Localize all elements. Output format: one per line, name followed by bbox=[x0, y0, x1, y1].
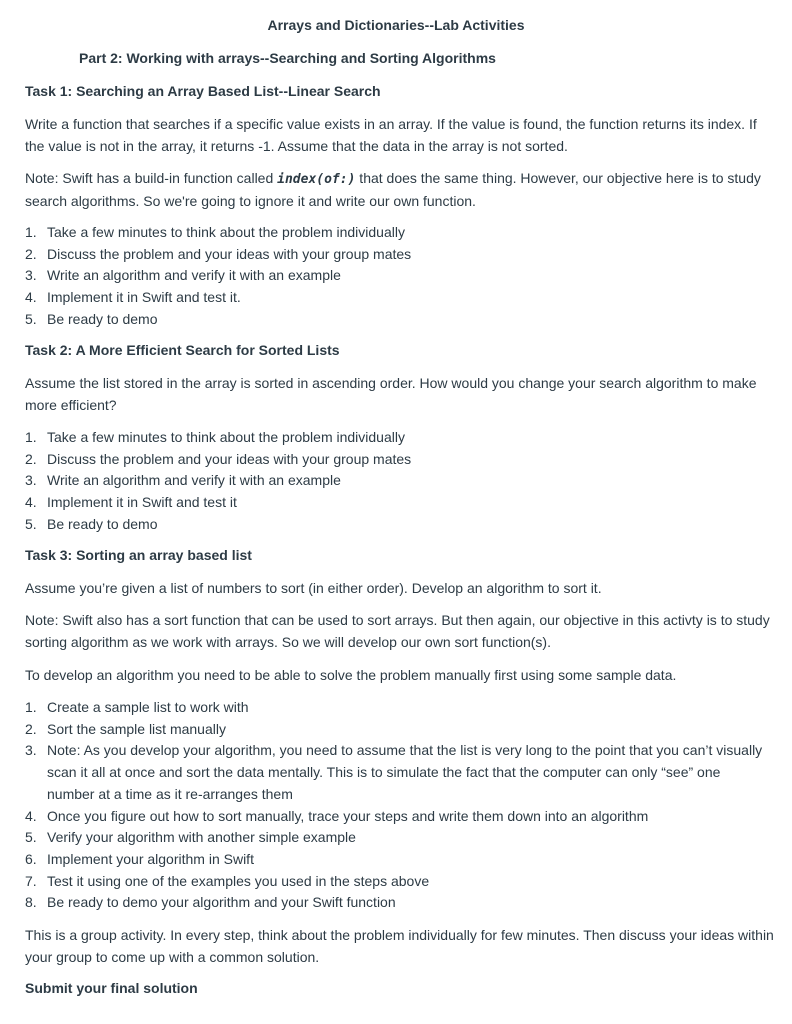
list-item-number: 5. bbox=[25, 310, 37, 327]
list-item-number: 2. bbox=[25, 450, 37, 467]
task1-heading: Task 1: Searching an Array Based List--Linear Search bbox=[25, 83, 381, 99]
task1-note-prefix: Note: Swift has a build-in function called bbox=[25, 170, 278, 186]
list-item-number: 1. bbox=[25, 429, 37, 445]
task1-note bbox=[25, 168, 777, 212]
list-item-text: Implement it in Swift and test it. bbox=[47, 289, 241, 306]
list-item-number: 1. bbox=[25, 224, 37, 240]
task3-note: Note: Swift also has a sort function that can be used to sort arrays. But then again, our objective in this activty is to study sorting algorithm as we work with arrays. So we will develop our own sort function(s). bbox=[25, 612, 770, 650]
task1-note-suffix: that does the same thing. However, our objective here is to study search algorithms. So we're going to ignore it and write our own function. bbox=[25, 170, 761, 209]
list-item-text: Sort the sample list manually bbox=[47, 720, 226, 737]
list-item bbox=[25, 892, 765, 914]
list-item bbox=[25, 740, 765, 805]
list-item bbox=[25, 806, 765, 828]
list-item bbox=[25, 827, 765, 849]
page-title: Arrays and Dictionaries--Lab Activities bbox=[267, 17, 525, 33]
list-item-text: Take a few minutes to think about the problem individually bbox=[47, 429, 405, 445]
task3-steps bbox=[25, 697, 765, 914]
index-of-code: index(of:) bbox=[277, 172, 356, 187]
list-item bbox=[25, 849, 765, 871]
list-item bbox=[25, 871, 765, 893]
list-item bbox=[25, 470, 765, 492]
task3-heading: Task 3: Sorting an array based list bbox=[25, 547, 252, 563]
submit-heading: Submit your final solution bbox=[25, 980, 198, 996]
group-activity-paragraph: This is a group activity. In every step, think about the problem individually for few minutes. Then discuss your ideas within your group to come up with a common solution. bbox=[25, 927, 774, 965]
list-item-number: 4. bbox=[25, 494, 37, 511]
list-item-text: Write an algorithm and verify it with an example bbox=[47, 267, 341, 284]
list-item-text: Once you figure out how to sort manually, trace your steps and write them down into an algorithm bbox=[47, 807, 649, 824]
list-item-text: Verify your algorithm with another simple example bbox=[47, 829, 356, 846]
list-item bbox=[25, 309, 765, 331]
list-item bbox=[25, 514, 765, 536]
list-item-number: 4. bbox=[25, 807, 37, 824]
list-item-number: 6. bbox=[25, 850, 37, 867]
list-item-text: Be ready to demo bbox=[47, 515, 158, 532]
list-item-text: Implement your algorithm in Swift bbox=[47, 850, 254, 867]
list-item-number: 8. bbox=[25, 894, 37, 911]
task2-steps bbox=[25, 427, 765, 536]
list-item-number: 5. bbox=[25, 829, 37, 846]
list-item-text: Be ready to demo your algorithm and your Swift function bbox=[47, 894, 396, 911]
list-item bbox=[25, 265, 765, 287]
list-item bbox=[25, 449, 765, 471]
list-item-text: Implement it in Swift and test it bbox=[47, 494, 237, 511]
list-item-text: Create a sample list to work with bbox=[47, 699, 249, 715]
list-item-number: 3. bbox=[25, 267, 37, 284]
list-item-number: 3. bbox=[25, 472, 37, 489]
list-item-number: 4. bbox=[25, 289, 37, 306]
list-item bbox=[25, 222, 765, 244]
list-item-text: Note: As you develop your algorithm, you need to assume that the list is very long to the point that you can’t visually scan it all at once and sort the data mentally. This is to simulate the fact that the computer can only “see” one number at a time as it re-arranges them bbox=[47, 742, 763, 802]
list-item bbox=[25, 427, 765, 449]
list-item bbox=[25, 287, 765, 309]
task1-description: Write a function that searches if a specific value exists in an array. If the value is found, the function returns its index. If the value is not in the array, it returns -1. Assume that the data in the array is not sorted. bbox=[25, 116, 757, 154]
list-item-text: Discuss the problem and your ideas with your group mates bbox=[47, 245, 412, 262]
list-item bbox=[25, 244, 765, 266]
list-item-number: 3. bbox=[25, 742, 37, 759]
list-item-text: Take a few minutes to think about the problem individually bbox=[47, 224, 405, 240]
task2-heading: Task 2: A More Efficient Search for Sorted Lists bbox=[25, 342, 340, 358]
list-item-text: Discuss the problem and your ideas with your group mates bbox=[47, 450, 412, 467]
task2-description: Assume the list stored in the array is sorted in ascending order. How would you change your search algorithm to make more efficient? bbox=[25, 375, 757, 413]
part-heading: Part 2: Working with arrays--Searching and Sorting Algorithms bbox=[79, 50, 496, 66]
list-item bbox=[25, 719, 765, 741]
task3-intro: To develop an algorithm you need to be able to solve the problem manually first using some sample data. bbox=[25, 667, 677, 683]
list-item-number: 2. bbox=[25, 245, 37, 262]
list-item-number: 5. bbox=[25, 515, 37, 532]
task3-description: Assume you’re given a list of numbers to sort (in either order). Develop an algorithm to sort it. bbox=[25, 580, 602, 596]
list-item-text: Test it using one of the examples you used in the steps above bbox=[47, 872, 430, 889]
list-item bbox=[25, 492, 765, 514]
task1-steps bbox=[25, 222, 765, 331]
list-item-text: Be ready to demo bbox=[47, 310, 158, 327]
list-item-text: Write an algorithm and verify it with an example bbox=[47, 472, 341, 489]
list-item-number: 1. bbox=[25, 699, 37, 715]
list-item-number: 2. bbox=[25, 720, 37, 737]
list-item-number: 7. bbox=[25, 872, 37, 889]
list-item bbox=[25, 697, 765, 719]
